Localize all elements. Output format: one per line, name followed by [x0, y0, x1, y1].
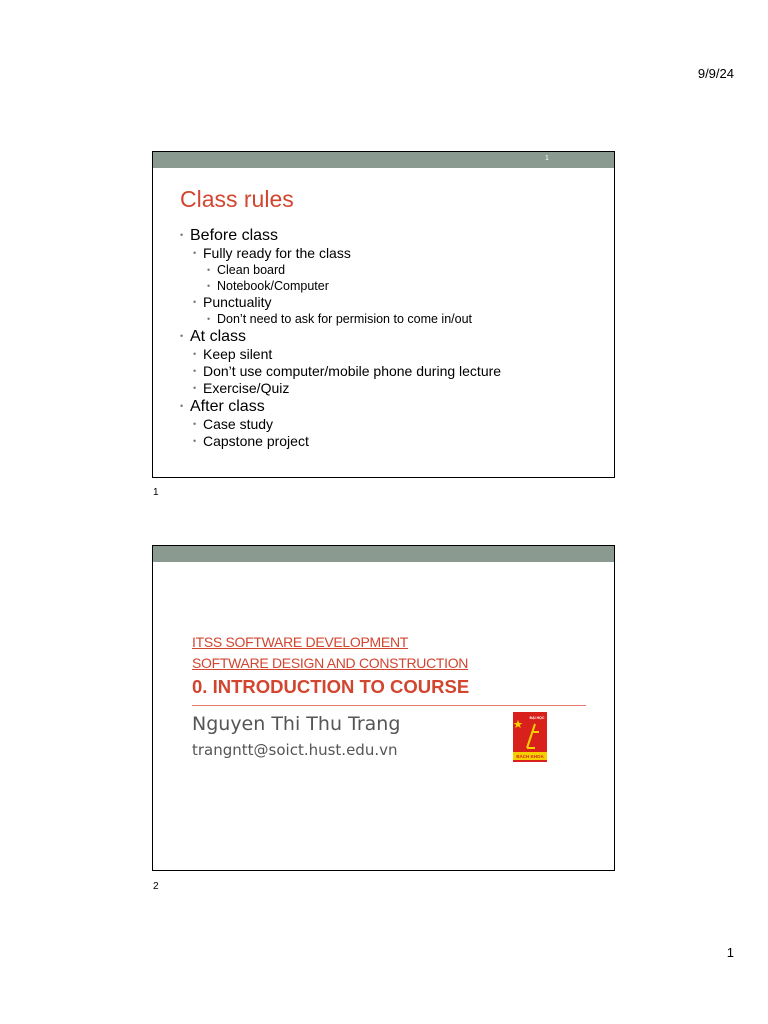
course-title-line2: SOFTWARE DESIGN AND CONSTRUCTION — [192, 655, 469, 671]
slide-header-bar — [153, 546, 614, 562]
slide-class-rules — [152, 151, 615, 478]
page-number: 1 — [726, 945, 734, 960]
bullet-item: • Don’t need to ask for permision to come in/out — [180, 311, 501, 327]
bullet-item: • Keep silent — [180, 346, 501, 363]
bullet-item: • Clean board — [180, 262, 501, 278]
page-date: 9/9/24 — [697, 66, 734, 81]
slide-caption-2: 2 — [153, 881, 159, 892]
bullet-item: • Notebook/Computer — [180, 278, 501, 294]
slide-header-bar — [153, 152, 614, 168]
course-title-line1: ITSS SOFTWARE DEVELOPMENT — [192, 634, 409, 650]
bullet-item: • Capstone project — [180, 433, 501, 450]
slide-title: Class rules — [180, 186, 294, 212]
author-email: trangntt@soict.hust.edu.vn — [192, 741, 398, 759]
logo-text-bottom: BÁCH KHOA — [516, 754, 544, 759]
slide-intro — [152, 545, 615, 871]
bullet-item: • At class — [180, 327, 501, 346]
author-name: Nguyen Thi Thu Trang — [192, 713, 401, 735]
slide-heading: 0. INTRODUCTION TO COURSE — [192, 676, 470, 697]
slide-caption-1: 1 — [153, 487, 159, 498]
bullet-item: • Fully ready for the class — [180, 245, 501, 262]
bullet-list — [180, 226, 501, 450]
bullet-item: • Don’t use computer/mobile phone during lecture — [180, 363, 501, 380]
bullet-item: • Case study — [180, 416, 501, 433]
bullet-item: • After class — [180, 397, 501, 416]
bullet-item: • Punctuality — [180, 294, 501, 311]
slide-bar-number: 1 — [545, 155, 549, 162]
logo-text-top: ĐẠI HỌC — [529, 716, 545, 720]
divider — [192, 705, 586, 706]
bullet-item: • Before class — [180, 226, 501, 245]
bullet-item: • Exercise/Quiz — [180, 380, 501, 397]
bach-khoa-logo — [513, 712, 547, 762]
